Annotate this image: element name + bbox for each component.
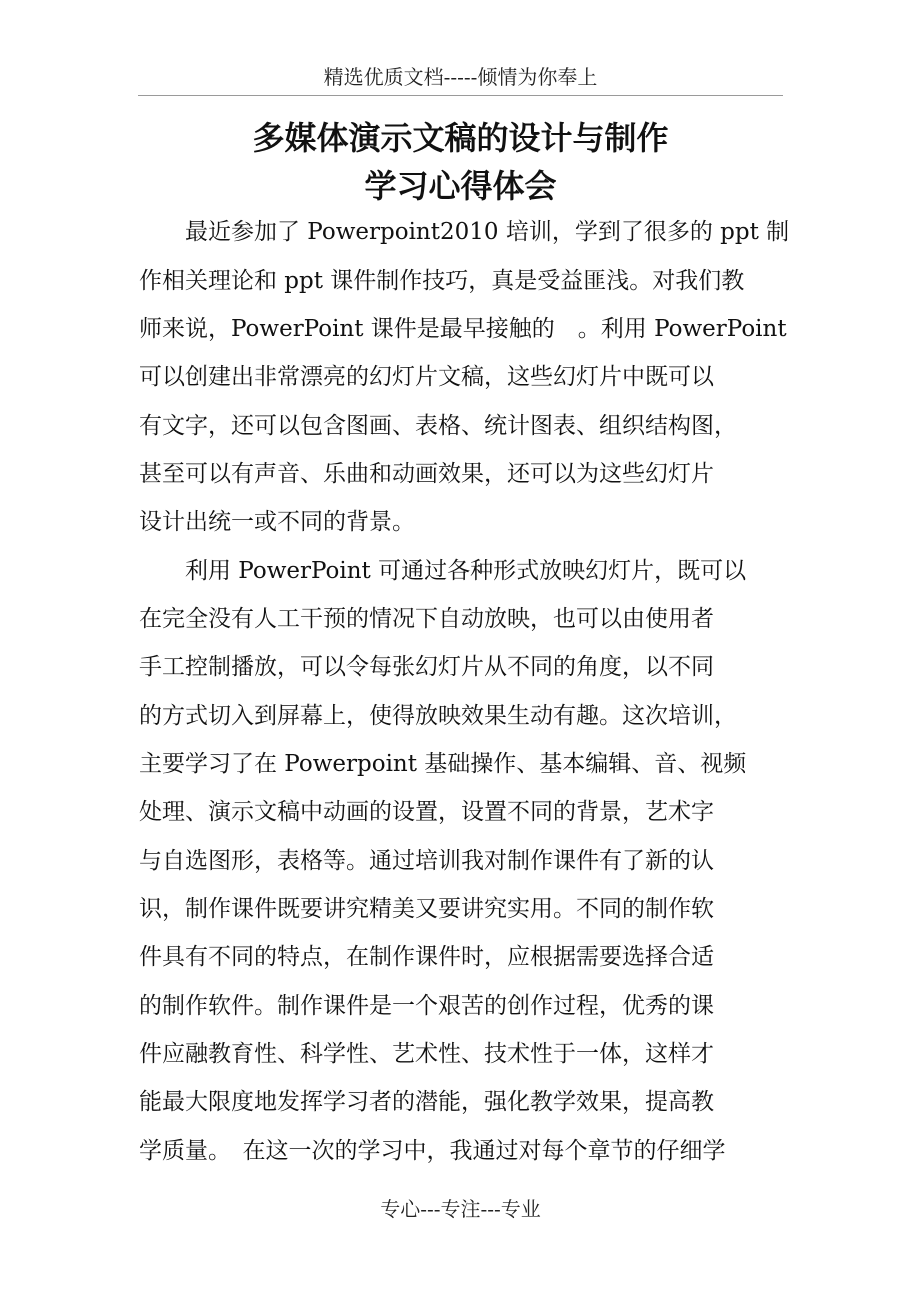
document-title-line-1: 多媒体演示文稿的设计与制作 xyxy=(252,119,669,157)
body-text-line: 利用 PowerPoint 可通过各种形式放映幻灯片，既可以 xyxy=(139,558,747,584)
body-text-line: 作相关理论和 ppt 课件制作技巧，真是受益匪浅。对我们教 xyxy=(139,268,745,294)
body-text-line: 手工控制播放，可以令每张幻灯片从不同的角度，以不同 xyxy=(139,654,714,680)
body-text-line: 件应融教育性、科学性、艺术性、技术性于一体，这样才 xyxy=(139,1041,714,1067)
body-text-line: 甚至可以有声音、乐曲和动画效果，还可以为这些幻灯片 xyxy=(139,461,714,487)
body-text-line: 有文字，还可以包含图画、表格、统计图表、组织结构图， xyxy=(139,413,737,439)
document-title-line-2: 学习心得体会 xyxy=(364,167,557,205)
body-text-line: 与自选图形，表格等。通过培训我对制作课件有了新的认 xyxy=(139,848,714,874)
page-header: 精选优质文档-----倾情为你奉上 xyxy=(323,65,598,89)
body-text-line: 设计出统一或不同的背景。 xyxy=(139,509,415,535)
page-footer: 专心---专注---专业 xyxy=(380,1197,541,1221)
body-text-line: 的制作软件。制作课件是一个艰苦的创作过程，优秀的课 xyxy=(139,993,714,1019)
body-text-line: 处理、演示文稿中动画的设置，设置不同的背景，艺术字 xyxy=(139,799,714,825)
body-text-line: 主要学习了在 Powerpoint 基础操作、基本编辑、音、视频 xyxy=(139,751,747,777)
body-text-line: 在完全没有人工干预的情况下自动放映，也可以由使用者 xyxy=(139,606,714,632)
body-text-line: 件具有不同的特点，在制作课件时，应根据需要选择合适 xyxy=(139,944,714,970)
body-text-line: 师来说，PowerPoint 课件是最早接触的 。利用 PowerPoint xyxy=(139,316,787,342)
body-text-line: 能最大限度地发挥学习者的潜能，强化教学效果，提高教 xyxy=(139,1089,714,1115)
header-divider xyxy=(138,95,783,96)
body-text-line: 的方式切入到屏幕上，使得放映效果生动有趣。这次培训， xyxy=(139,703,737,729)
body-text-line: 学质量。 在这一次的学习中，我通过对每个章节的仔细学 xyxy=(139,1138,726,1164)
body-text-line: 识，制作课件既要讲究精美又要讲究实用。不同的制作软 xyxy=(139,896,714,922)
body-text-line: 可以创建出非常漂亮的幻灯片文稿，这些幻灯片中既可以 xyxy=(139,364,714,390)
body-text-line: 最近参加了 Powerpoint2010 培训，学到了很多的 ppt 制 xyxy=(139,219,790,245)
